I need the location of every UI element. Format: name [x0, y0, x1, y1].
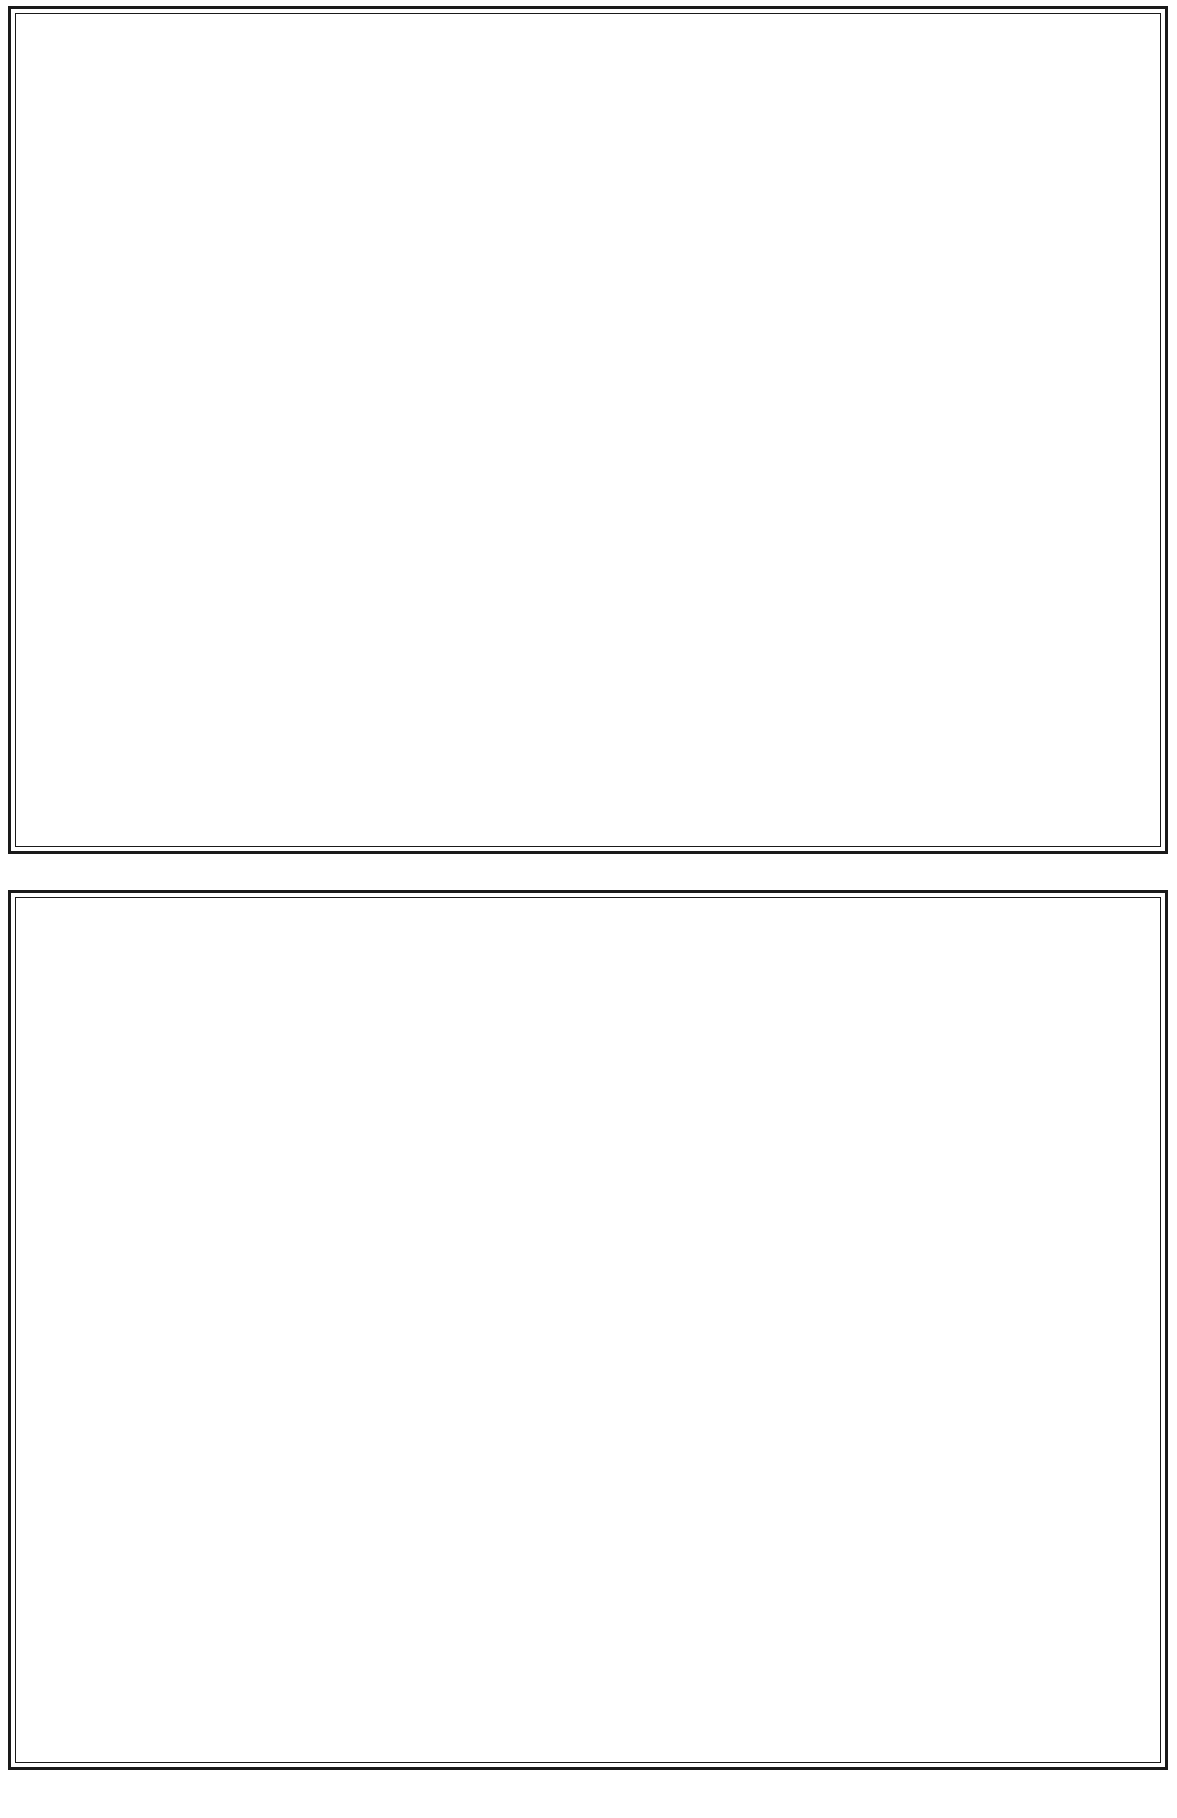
page-top [8, 6, 1168, 854]
text-columns [16, 14, 1160, 846]
text-columns [16, 898, 1160, 1762]
page-bottom [8, 890, 1168, 1770]
page-frame [15, 897, 1161, 1763]
page-frame [15, 13, 1161, 847]
